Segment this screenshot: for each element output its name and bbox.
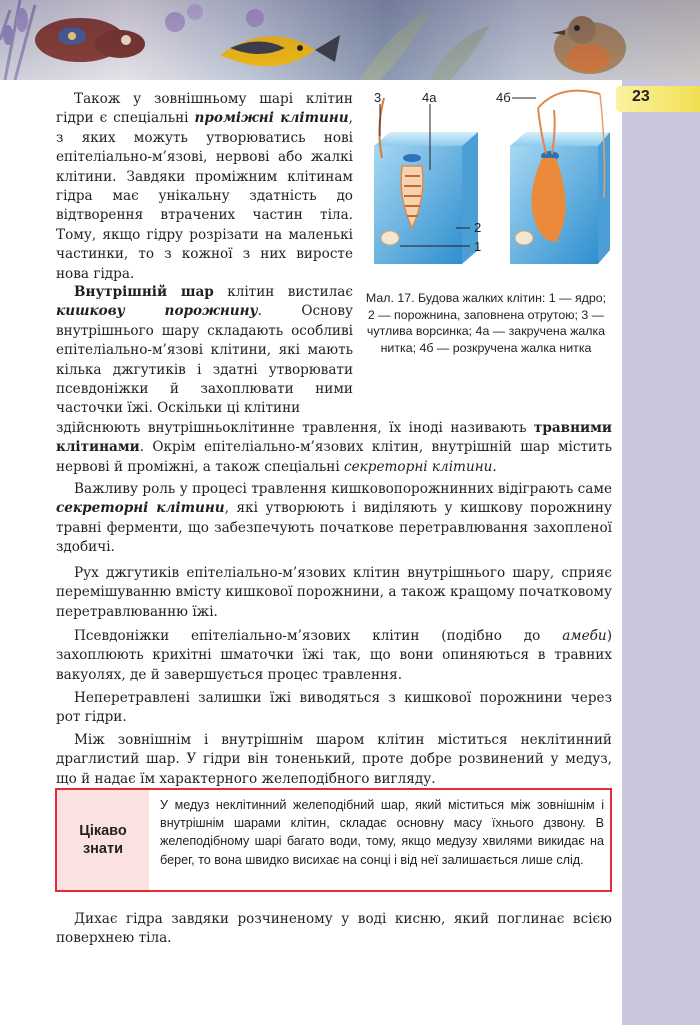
figure-label-3: 3: [374, 90, 382, 105]
paragraph-pseudopods: [56, 627, 612, 685]
paragraph-undigested: Неперетравлені залишки їжі виводяться з кишкової порожнини через рот гідри.: [56, 690, 612, 726]
interesting-facts-box: [55, 788, 612, 892]
term-gut-cavity: кишкову порожнину: [56, 303, 258, 320]
paragraph-intermediate-cells: [56, 90, 353, 284]
text-run: Важливу роль у процесі травлення кишковопорожнинних відіграють саме: [74, 481, 612, 497]
interesting-label-line2: знати: [82, 841, 124, 857]
banner-shade: [0, 0, 700, 80]
term-digestive-cells: травними клітинами: [56, 420, 612, 456]
paragraph-digestive-cells: [56, 419, 612, 477]
text-run: . Основу внутрішнього шару складають особливі епітеліально-м’язові клітини, які мають кілька джгутиків і здатні утворювати псевдоніжки й захоплювати ними часточки їжі. Оскільки ці клітини: [56, 303, 353, 417]
text-run: , з яких можуть утворюватись нові епітеліально-м’язові, нервові або жалкі клітини. Завдяки проміжним клітинам гідра має унікальну здатність до відтворення втрачених частин тіла. Тому, якщо гідру розрізати на маленькі частинки, то з кожної з них виросте нова гідра.: [56, 110, 353, 282]
interesting-facts-label: [57, 822, 149, 858]
text-run: Псевдоніжки епітеліально-м’язових клітин (подібно до: [74, 628, 563, 644]
interesting-label-line1: Цікаво: [79, 823, 127, 839]
paragraph-respiration: Дихає гідра завдяки розчиненому у воді кисню, який поглинає всією поверхнею тіла.: [56, 911, 612, 947]
text-run: клітин вистилає: [213, 284, 353, 300]
stinging-cell-uncoiled: [510, 91, 610, 264]
term-secretory-cells: секреторні клітини: [344, 458, 493, 475]
figure-label-4a: 4а: [422, 90, 437, 105]
paragraph-mesoglea: Між зовнішнім і внутрішнім шаром клітин міститься неклітинний драглистий шар. У гідри він тоненький, проте добре розвинений у медуз, що й надає їм характерного желеподібного вигляду.: [56, 732, 612, 787]
figure-label-2: 2: [474, 220, 482, 235]
interesting-facts-label-bg: [57, 790, 149, 890]
term-inner-layer: Внутрішній шар: [74, 284, 214, 300]
paragraph-inner-layer: [56, 283, 353, 419]
header-banner: [0, 0, 700, 80]
term-amoeba: амеби: [562, 628, 607, 644]
text-run: . Окрім епітеліально-м’язових клітин, внутрішній шар містить нервові й проміжні, а також спеціальні: [56, 439, 612, 475]
margin-sidebar: [622, 80, 700, 1025]
paragraph-secretory-cells: [56, 480, 612, 558]
page-number-tab: [616, 86, 700, 112]
text-run: , які утворюють і виділяють у кишкову порожнину травні ферменти, що забезпечують початкове перетравлювання захопленої здобичі.: [56, 500, 612, 556]
figure-label-1: 1: [474, 239, 482, 254]
figure-caption: Мал. 17. Будова жалких клітин: 1 — ядро; 2 — порожнина, заповнена отрутою; 3 — чутлива ворсинка; 4а — закручена жалка нитка; 4б — розкручена жалка нитка: [365, 291, 607, 355]
page-number: 23: [632, 88, 650, 105]
text-run: ) захоплюють крихітні шматочки їжі так, що вони опиняються в травних вакуолях, де й завершується процес травлення.: [56, 628, 612, 683]
figure-stinging-cells: [360, 88, 612, 278]
interesting-facts-text: У медуз неклітинний желеподібний шар, який міститься між зовнішнім і внутрішнім шарами клітин, складає основну масу їхнього дзвону. В желеподібному шарі багато води, тому, якщо медузу хвилями викидає на берег, то вона швидко висихає на сонці і від неї залишається лише слід.: [160, 798, 604, 867]
figure-label-4b: 4б: [496, 90, 511, 105]
term-intermediate-cells: проміжні клітини: [194, 110, 349, 127]
text-run: здійснюють внутрішньоклітинне травлення, їх іноді називають: [56, 420, 534, 436]
stinging-cell-coiled: [374, 98, 478, 264]
text-run: Також у зовнішньому шарі клітин гідри є спеціальні: [56, 91, 353, 127]
term-secretory-cells: секреторні клітини: [56, 500, 225, 517]
text-run: .: [492, 458, 497, 475]
paragraph-flagella: Рух джгутиків епітеліально-м’язових клітин внутрішнього шару, сприяє перемішуванню вмісту кишкової порожнини, а також кращому початковому перетравлюванню їжі.: [56, 565, 612, 620]
